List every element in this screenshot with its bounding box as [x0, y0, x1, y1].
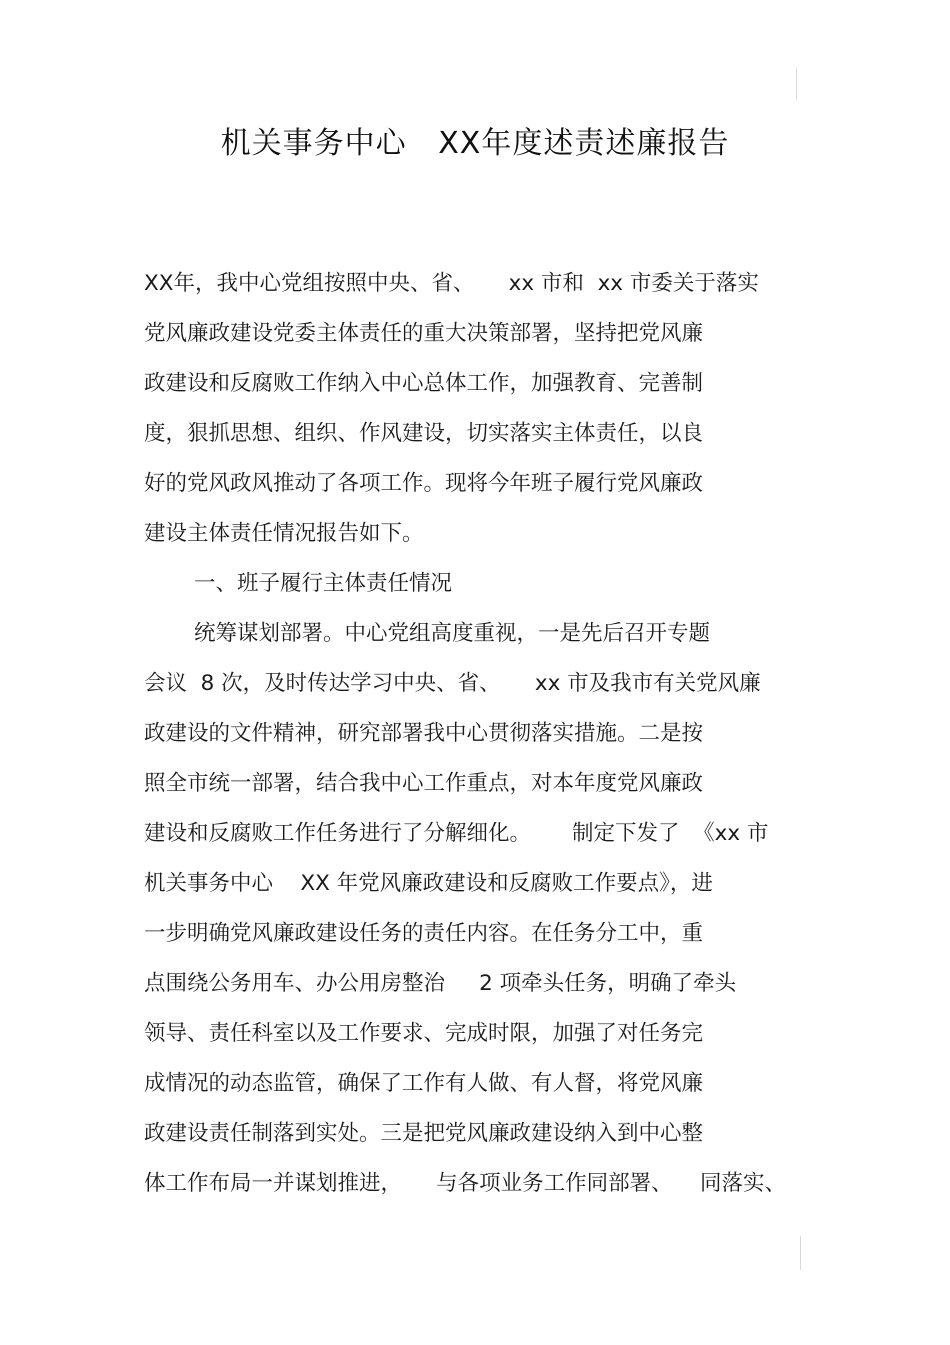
body-line: 政建设和反腐败工作纳入中心总体工作，加强教育、完善制: [144, 371, 704, 396]
body-line: 点围绕公务用车、办公用房整治 2 项牵头任务，明确了牵头: [144, 971, 737, 996]
body-line: 领导、责任科室以及工作要求、完成时限，加强了对任务完: [144, 1021, 704, 1046]
page-corner-mark-top: [796, 68, 797, 100]
body-line: 政建设责任制落到实处。三是把党风廉政建设纳入到中心整: [144, 1121, 704, 1146]
body-line: XX年，我中心党组按照中央、省、 xx 市和 xx 市委关于落实: [144, 271, 759, 296]
section-heading: 一、班子履行主体责任情况: [194, 571, 453, 596]
body-line: 会议 8 次，及时传达学习中央、省、 xx 市及我市有关党风廉: [144, 671, 761, 696]
page-corner-mark-bottom: [800, 1236, 801, 1270]
body-line: 建设主体责任情况报告如下。: [144, 521, 424, 546]
body-line: 度，狠抓思想、组织、作风建设，切实落实主体责任，以良: [144, 421, 704, 446]
body-line: 机关事务中心 XX 年党风廉政建设和反腐败工作要点》，进: [144, 871, 713, 896]
body-line: 政建设的文件精神，研究部署我中心贯彻落实措施。二是按: [144, 721, 704, 746]
body-line: 体工作布局一并谋划推进， 与各项业务工作同部署、 同落实、: [144, 1171, 787, 1196]
body-line: 好的党风政风推动了各项工作。现将今年班子履行党风廉政: [144, 471, 704, 496]
body-line: 成情况的动态监管，确保了工作有人做、有人督，将党风廉: [144, 1071, 704, 1096]
body-line: 党风廉政建设党委主体责任的重大决策部署，坚持把党风廉: [144, 321, 704, 346]
body-line: 照全市统一部署，结合我中心工作重点，对本年度党风廉政: [144, 771, 704, 796]
body-line: 一步明确党风廉政建设任务的责任内容。在任务分工中，重: [144, 921, 704, 946]
body-line: 统筹谋划部署。中心党组高度重视，一是先后召开专题: [194, 621, 711, 646]
page-title: 机关事务中心 XX年度述责述廉报告: [220, 126, 730, 161]
body-line: 建设和反腐败工作任务进行了分解细化。 制定下发了 《xx 市: [144, 821, 769, 846]
